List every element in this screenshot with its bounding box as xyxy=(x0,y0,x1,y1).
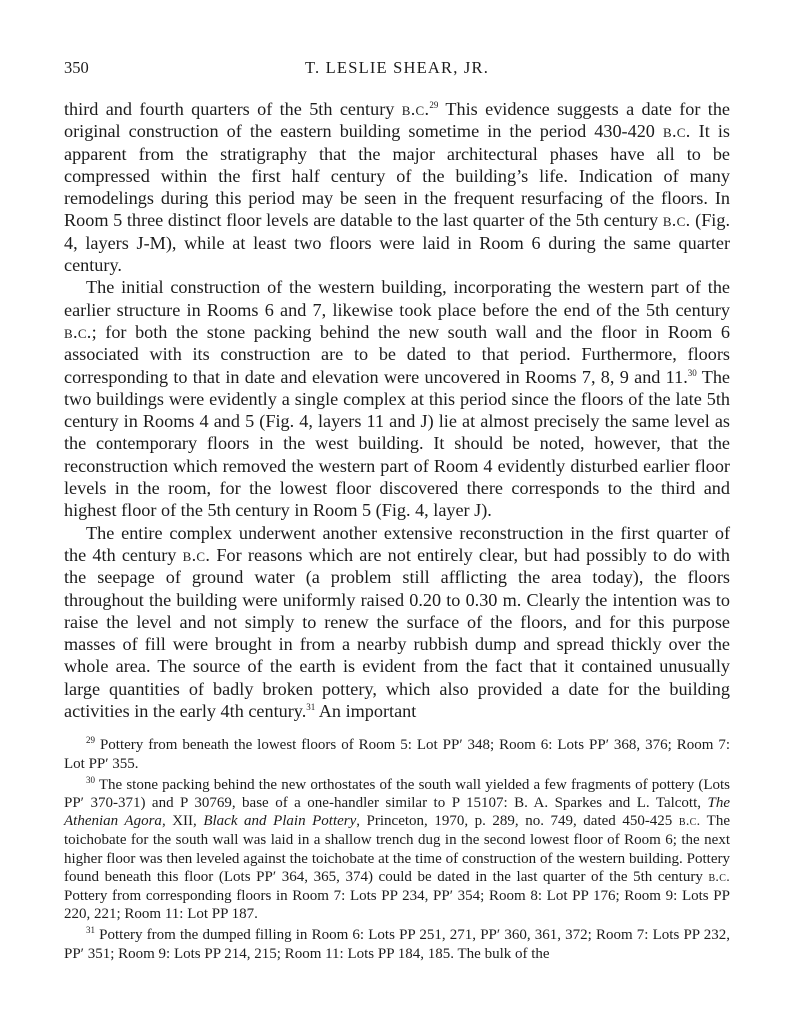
page-number: 350 xyxy=(64,58,89,77)
paragraph-1 xyxy=(64,98,730,276)
era-abbreviation: b.c. xyxy=(182,544,211,565)
text-run: The entire complex underwent another extensive reconstruction in the first quarter of the 4th century xyxy=(64,522,730,565)
footnote-ref-31: 31 xyxy=(306,701,316,712)
footnote-ref-29: 29 xyxy=(429,99,439,110)
running-head: T. LESLIE SHEAR, JR. xyxy=(304,58,490,77)
footnote-text: Pottery from the dumped filling in Room 6: Lots PP 251, 271, PP′ 360, 361, 372; Room 7: Lots PP 232, PP′ 351; Room 9: Lots PP 214, 215; Room 11: Lots PP 184, 185. The bulk of the xyxy=(64,927,730,962)
page-header xyxy=(64,58,730,84)
footnote-30 xyxy=(64,776,730,924)
footnote-31 xyxy=(64,926,730,962)
era-abbreviation: b.c. xyxy=(708,869,730,885)
text-run: The two buildings were evidently a single complex at this period since the floors of the late 5th century in Rooms 4 and 5 (Fig. 4, layers 11 and J) lie at almost precisely the same level as the contemporary floors in the west building. It should be noted, however, that the reconstruction which removed the western part of Room 4 evidently disturbed earlier floor levels in the room, for the lowest floor discovered there corresponds to the third and highest floor of the 5th century in Room 5 (Fig. 4, layer J). xyxy=(64,366,730,521)
footnote-ref-30: 30 xyxy=(687,367,697,378)
text-run: third and fourth quarters of the 5th century xyxy=(64,99,402,119)
text-run: ; for both the stone packing behind the new south wall and the floor in Room 6 associated with its construction are to be dated to that period. Furthermore, floors corresponding to that in date and elevation were uncovered in Rooms 7, 8, 9 and 11. xyxy=(64,321,730,387)
footnote-text: , Princeton, 1970, p. 289, no. 749, dated 450-425 xyxy=(356,813,679,830)
text-run: For reasons which are not entirely clear, but had possibly to do with the seepage of ground water (a problem still afflicting the area today), the floors throughout the building were uniformly raised 0.20 to 0.30 m. Clearly the intention was to raise the level and not simply to renew the surface of the floors, and for this purpose masses of fill were brought in from a nearby rubbish dump and spread thickly over the whole area. The source of the earth is evident from the fact that it contained unusually large quantities of badly broken pottery, which also provided a date for the building activities in the early 4th century. xyxy=(64,544,730,722)
citation-title: Black and Plain Pottery xyxy=(203,813,357,830)
era-abbreviation: b.c. xyxy=(662,121,691,142)
footnote-text: The stone packing behind the new orthostates of the south wall yielded a few fragments of pottery (Lots PP′ 370-371) and P 30769, base of a one-handler similar to P 15107: B. A. Sparkes and L. Talcott, xyxy=(64,776,730,811)
paragraph-2 xyxy=(64,276,730,521)
footnote-number: 30 xyxy=(86,774,95,785)
footnote-number: 31 xyxy=(86,925,95,936)
footnote-text: The toichobate for the south wall was laid in a shallow trench dug in the second lowest floor of Room 6; the next higher floor was then leveled against the toichobate at the time of construction of the western building. Pottery found beneath this floor (Lots PP′ 364, 365, 374) could be dated in the last quarter of the 5th century xyxy=(64,813,730,885)
footnote-text: Pottery from beneath the lowest floors of Room 5: Lot PP′ 348; Room 6: Lots PP′ 368, 376; Room 7: Lot PP′ 355. xyxy=(64,737,730,772)
era-abbreviation: b.c. xyxy=(64,321,92,342)
footnote-29 xyxy=(64,736,730,772)
era-abbreviation: b.c. xyxy=(401,99,430,119)
text-run: The initial construction of the western building, incorporating the western part of the earlier structure in Rooms 6 and 7, likewise took place before the end of the 5th century xyxy=(64,277,730,320)
era-abbreviation: b.c. xyxy=(662,210,691,231)
document-page xyxy=(64,58,730,966)
body-text xyxy=(64,98,730,722)
text-run: An important xyxy=(315,701,417,722)
footnote-text: Pottery from corresponding floors in Room 7: Lots PP 234, PP′ 354; Room 8: Lot PP 176; Room 9: Lots PP 220, 221; Room 11: Lot PP 187. xyxy=(64,887,730,923)
footnote-number: 29 xyxy=(86,735,95,746)
footnote-text: , XII, xyxy=(161,813,204,830)
footnotes xyxy=(64,736,730,962)
citation-title: The Athenian Agora xyxy=(64,794,730,830)
paragraph-3 xyxy=(64,522,730,723)
text-run: It is apparent from the stratigraphy that the major architectural phases have all to be compressed within the first half century of the building’s life. Indication of many remodelings during this period may be seen in the frequent resurfacing of the floors. In Room 5 three distinct floor levels are datable to the last quarter of the 5th century xyxy=(64,121,730,231)
text-run: This evidence suggests a date for the original construction of the eastern building sometime in the period 430-420 xyxy=(64,99,731,142)
text-run: (Fig. 4, layers J-M), while at least two floors were laid in Room 6 during the same quarter century. xyxy=(64,210,730,276)
era-abbreviation: b.c. xyxy=(678,814,701,830)
